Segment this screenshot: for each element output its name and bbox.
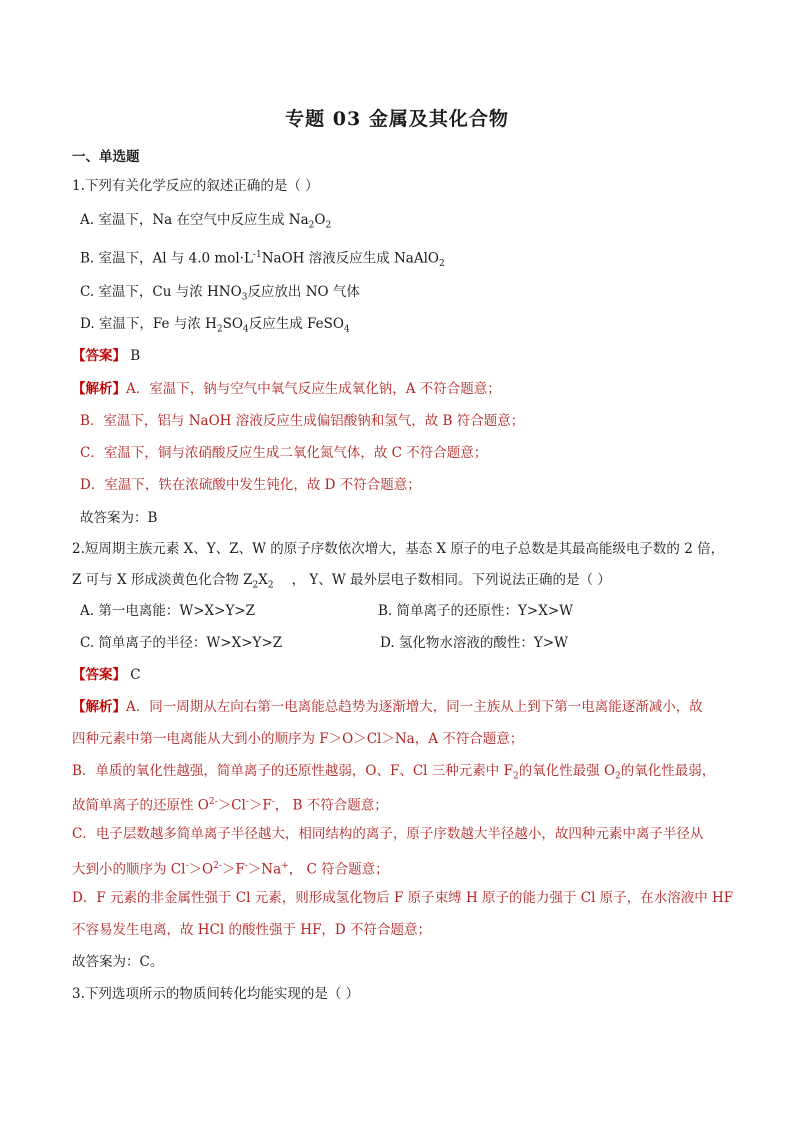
q2-option-d: D. 氢化物水溶液的酸性：Y>W <box>380 635 569 651</box>
q2-analysis-b-line2: 故简单离子的还原性 $O^{2-}>Cl^->F^-$， B 不符合题意； <box>72 797 388 814</box>
q2-option-c: C. 简单离子的半径：W>X>Y>Z <box>80 635 283 651</box>
q1-stem: 1.下列有关化学反应的叙述正确的是（ ） <box>72 178 319 194</box>
q2-stem-line2: Z 可与 X 形成淡黄色化合物 $Z_2X_2$ ， Y、W 最外层电子数相同。下列说法正确的是（ ） <box>72 572 611 591</box>
q1-option-a: A. 室温下，Na 在空气中反应生成 $Na_2O_2$ <box>80 212 332 231</box>
q3-stem: 3.下列选项所示的物质间转化均能实现的是（ ） <box>72 986 360 1002</box>
q2-analysis-b-line1: B．单质的氧化性越强，简单离子的还原性越弱，O、F、Cl 三种元素中 $F_2$的氧化性最强 $O_2$的氧化性最弱， <box>72 763 716 782</box>
q2-answer: 【答案】 C <box>72 667 141 683</box>
q2-stem-line1: 2.短周期主族元素 X、Y、Z、W 的原子序数依次增大，基态 X 原子的电子总数是其最高能级电子数的 2 倍， <box>72 541 725 557</box>
q2-option-a: A. 第一电离能：W>X>Y>Z <box>80 603 256 619</box>
q2-option-b: B. 简单离子的还原性：Y>X>W <box>378 603 574 619</box>
q1-option-b: B. 室温下，Al 与 4.0 $mol\cdot L^{-1}NaOH$ 溶液反应生成 NaAlO$_2$ <box>80 250 445 270</box>
q1-conclusion: 故答案为：B <box>80 510 158 526</box>
q1-analysis-c: C．室温下，铜与浓硝酸反应生成二氧化氮气体，故 C 不符合题意； <box>80 445 488 461</box>
q1-analysis-d: D．室温下，铁在浓硫酸中发生钝化，故 D 不符合题意； <box>80 477 421 493</box>
q1-analysis-a: 【解析】A．室温下，钠与空气中氧气反应生成氧化钠，A 不符合题意； <box>72 381 501 397</box>
section-heading: 一、单选题 <box>72 149 140 165</box>
q2-analysis-c-line2: 大到小的顺序为 $Cl^->O^{2-}>F^->Na^+$， C 符合题意； <box>72 861 389 878</box>
q2-analysis-d-line2: 不容易发生电离，故 HCl 的酸性强于 HF，D 不符合题意； <box>72 922 432 938</box>
q1-option-c: C. 室温下，Cu 与浓 $HNO_3$反应放出 NO 气体 <box>80 284 360 303</box>
q2-analysis-d-line1: D．F 元素的非金属性强于 Cl 元素，则形成氢化物后 F 原子束缚 H 原子的能力强于 Cl 原子，在水溶液中 HF <box>72 890 734 906</box>
q2-conclusion: 故答案为：C。 <box>72 954 164 970</box>
page-title: 专题 03 金属及其化合物 <box>285 108 509 130</box>
q2-analysis-a-line1: 【解析】A．同一周期从左向右第一电离能总趋势为逐渐增大，同一主族从上到下第一电离能逐渐减小，故 <box>72 699 703 715</box>
q2-analysis-c-line1: C．电子层数越多简单离子半径越大，相同结构的离子，原子序数越大半径越小，故四种元素中离子半径从 <box>72 826 704 842</box>
q1-analysis-b: B．室温下，铝与 NaOH 溶液反应生成偏铝酸钠和氢气，故 B 符合题意； <box>80 413 525 429</box>
q1-option-d: D. 室温下，Fe 与浓 $H_2SO_4$反应生成 FeSO$_4$ <box>80 316 350 335</box>
q2-analysis-a-line2: 四种元素中第一电离能从大到小的顺序为 F＞O＞Cl＞Na，A 不符合题意； <box>72 731 524 747</box>
q1-answer: 【答案】 B <box>72 348 141 364</box>
